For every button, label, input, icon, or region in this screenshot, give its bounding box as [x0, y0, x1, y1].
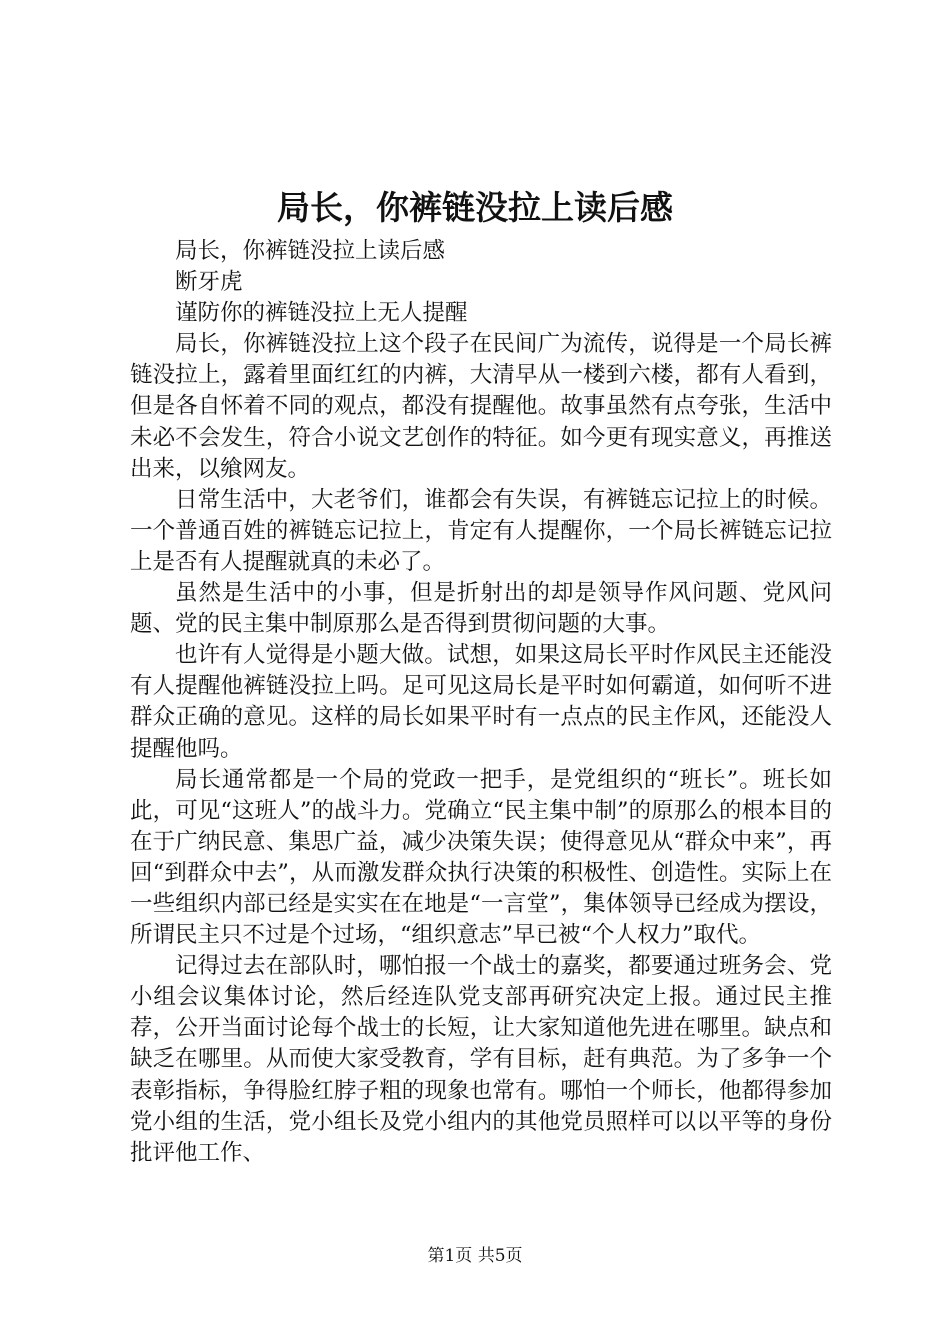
paragraph: 也许有人觉得是小题大做。试想，如果这局长平时作风民主还能没有人提醒他裤链没拉上吗。足可见这局长是平时如何霸道，如何听不进群众正确的意见。这样的局长如果平时有一点点的民主作风，还能没人提醒他吗。: [130, 642, 832, 762]
paragraph: 日常生活中，大老爷们，谁都会有失误，有裤链忘记拉上的时候。一个普通百姓的裤链忘记拉上，肯定有人提醒你，一个局长裤链忘记拉上是否有人提醒就真的未必了。: [130, 486, 832, 575]
paragraph: 虽然是生活中的小事，但是折射出的却是领导作风问题、党风问题、党的民主集中制原那么是否得到贯彻问题的大事。: [130, 580, 832, 638]
paragraph: 断牙虎: [175, 269, 243, 296]
paragraph: 谨防你的裤链没拉上无人提醒: [175, 300, 468, 327]
document-title: 局长，你裤链没拉上读后感: [277, 188, 673, 227]
document-body: [130, 236, 832, 1169]
paragraph: 局长，你裤链没拉上这个段子在民间广为流传，说得是一个局长裤链没拉上，露着里面红红的内裤，大清早从一楼到六楼，都有人看到，但是各自怀着不同的观点，都没有提醒他。故事虽然有点夸张，生活中未必不会发生，符合小说文艺创作的特征。如今更有现实意义，再推送出来，以飨网友。: [130, 331, 832, 482]
paragraph: 局长，你裤链没拉上读后感: [175, 238, 446, 264]
page-footer: 第1页 共5页: [427, 1246, 523, 1266]
paragraph: 局长通常都是一个局的党政一把手，是党组织的“班长”。班长如此，可见“这班人”的战斗力。党确立“民主集中制”的原那么的根本目的在于广纳民意、集思广益，减少决策失误；使得意见从“群众中来”，再回“到群众中去”，从而激发群众执行决策的积极性、创造性。实际上在一些组织内部已经是实实在在地是“一言堂”，集体领导已经成为摆设，所谓民主只不过是个过场，“组织意志”早已被“个人权力”取代。: [130, 766, 832, 949]
paragraph: 记得过去在部队时，哪怕报一个战士的嘉奖，都要通过班务会、党小组会议集体讨论，然后经连队党支部再研究决定上报。通过民主推荐，公开当面讨论每个战士的长短，让大家知道他先进在哪里。缺点和缺乏在哪里。从而使大家受教育，学有目标，赶有典范。为了多争一个表彰指标，争得脸红脖子粗的现象也常有。哪怕一个师长，他都得参加党小组的生活，党小组长及党小组内的其他党员照样可以以平等的身份批评他工作、: [130, 953, 832, 1166]
